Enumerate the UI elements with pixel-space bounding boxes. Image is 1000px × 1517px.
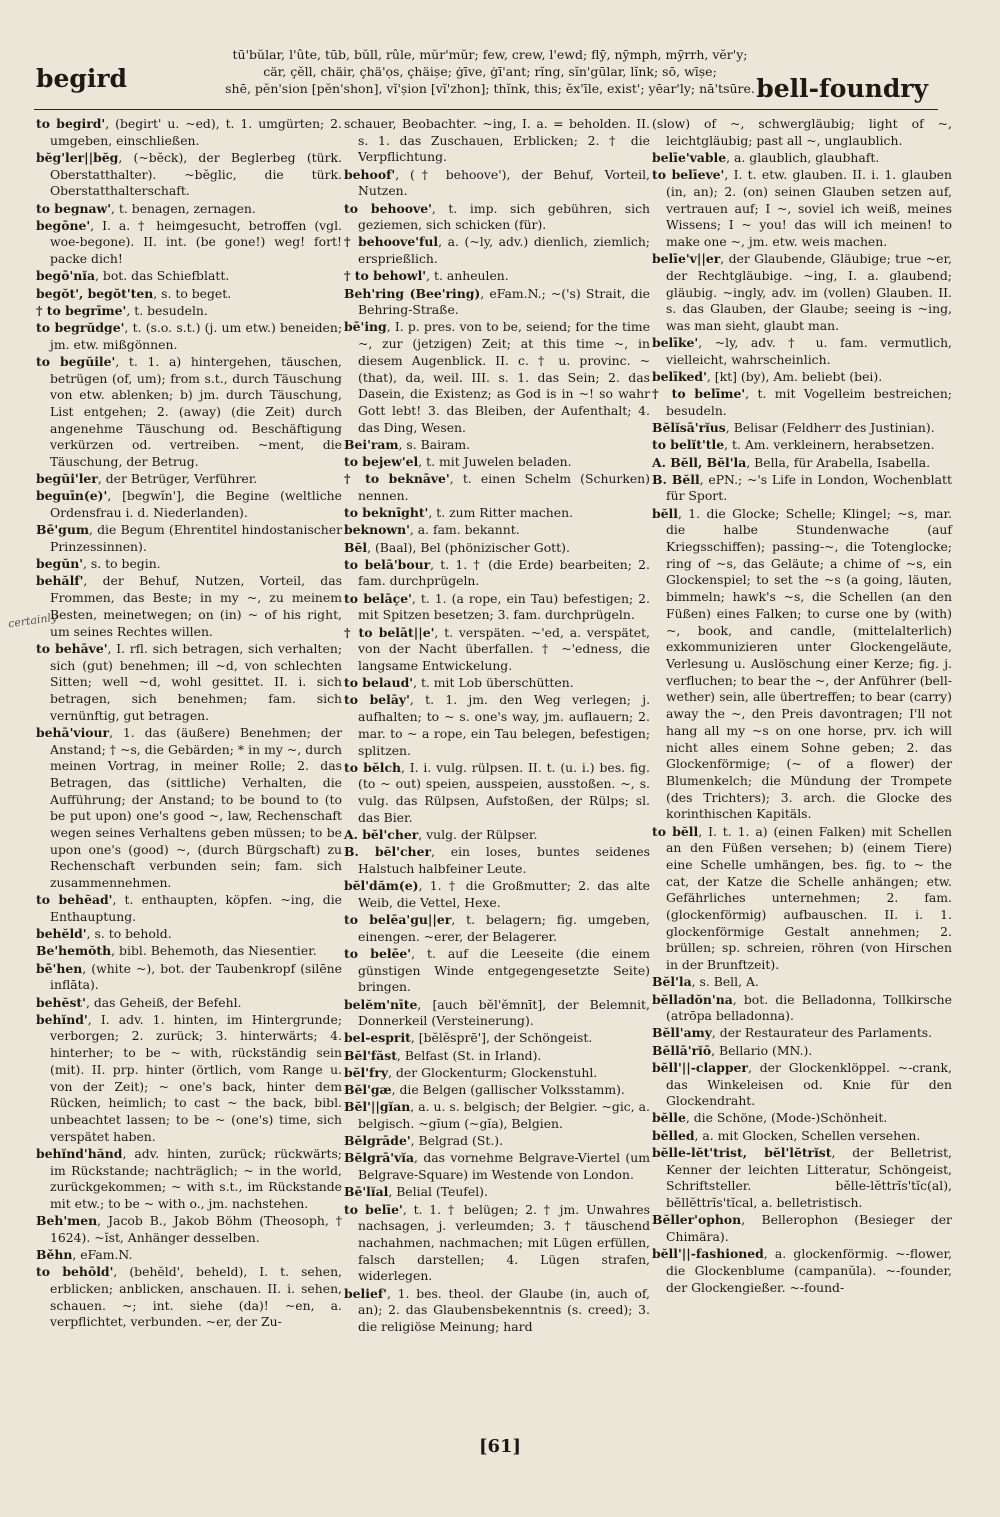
entry-definition: ~ly, adv. † u. fam. vermutlich, vielleicht, wahrscheinlich. [666, 335, 952, 367]
entry-headword: begōne' [36, 217, 91, 233]
entry-headword: Bĕl'||gĭan [344, 1099, 411, 1115]
entry-definition: der Glaubende, Gläubige; true ~er, der Rechtgläubige. ~ing, I. a. glaubend; gläubig. ~ingly, adv. im (vollen) Glauben. II. s. das Glauben, der Glaube; seeing is ~ing, was man sieht, glaubt man. [666, 251, 952, 333]
entry-definition: t. 1. a) hintergehen, täuschen, betrügen (of, um); from s.t., durch Täuschung von etw. ablenken; b) jm. durch Täuschung, List entgehen; 2. (away) (die Zeit) durch angenehme Täuschung od. Beschäftigung verkürzen od. vertreiben. ~ment, die Täuschung, der Betrug. [50, 353, 342, 470]
dictionary-entry: to belēa'gu||er, t. belagern; fig. umgeben, einengen. ~erer, der Belagerer. [344, 912, 650, 944]
entry-headword: Bĕller'ophon [652, 1212, 742, 1228]
entry-definition: Belisar (Feldherr des Justinian). [733, 420, 935, 436]
entry-headword: behĭnd' [36, 1011, 88, 1027]
entry-definition: 1. bes. theol. der Glaube (in, auch of, an); 2. das Glaubensbekenntnis (s. creed); 3. die religiöse Meinung; hard [358, 1285, 650, 1334]
dictionary-entry: † to belīme', t. mit Vogelleim bestreichen; besudeln. [652, 386, 952, 418]
entry-headword: Bĕl'făst [344, 1047, 397, 1063]
dictionary-entry: Bĕlgrāde', Belgrad (St.). [344, 1133, 504, 1149]
entry-headword: to belīe' [344, 1201, 403, 1217]
entry-definition: der Restaurateur des Parlaments. [719, 1025, 933, 1041]
dictionary-entry: to belaud', t. mit Lob überschütten. [344, 675, 574, 691]
entry-headword: Bĕlĭsā'rĭus [652, 420, 726, 436]
header-rule [34, 109, 938, 110]
entry-definition: I. t. 1. a) (einen Falken) mit Schellen an den Füßen versehen; b) (einem Tiere) eine Schelle umhängen, bes. fig. to ~ the cat, der Katze die Schelle anhängen; etw. Gefährliches unternehmen; 2. fam. (glockenförmig) aufbauschen. II. i. 1. glockenförmige Gestalt annehmen; 2. brüllen; sp. schreien, röhren (von Hirschen in der Brunftzeit). [666, 823, 953, 973]
dictionary-entry: begŏt', begŏt'ten, s. to beget. [36, 285, 232, 301]
entry-headword: A. bĕl'cher [344, 827, 419, 843]
entry-definition: t. mit Vogelleim bestreichen; besudeln. [666, 386, 952, 418]
dictionary-entry: to beknīght', t. zum Ritter machen. [344, 505, 574, 521]
entry-headword: to belīeve' [652, 167, 725, 183]
entry-definition: ein loses, buntes seidenes Halstuch halbfeiner Leute. [358, 844, 650, 876]
entry-definition: Belgrad (St.). [418, 1133, 504, 1149]
dictionary-entry: begōne', I. a. † heimgesucht, betroffen (vgl. woe-begone). II. int. (be gone!) weg! fort! packe dich! [36, 217, 342, 267]
running-head-right: bell-foundry [756, 74, 928, 103]
dictionary-entry: behā'viour, 1. das (äußere) Benehmen; der Anstand; † ~s, die Gebärden; * in my ~, durch meinen Vortrag, in meiner Rolle; 2. das Betragen, das (sittliche) Verhalten, die Aufführung; der Anstand; to be bound to (to be put upon) one's good ~, law, Rechenschaft wegen seines Verhaltens geben müssen; to be upon one's (good) ~, (durch Bürgschaft) zu Rechenschaft verbunden sein; fam. sich zusammennehmen. [36, 724, 342, 891]
entry-definition: bibl. Behemoth, das Niesentier. [119, 943, 317, 959]
entry-definition: Bellerophon (Besieger der Chimära). [666, 1212, 952, 1244]
entry-definition: s. Bairam. [406, 436, 471, 452]
entry-headword: to belā'bour [344, 556, 431, 572]
dictionary-entry: belīe'v||er, der Glaubende, Gläubige; true ~er, der Rechtgläubige. ~ing, I. a. glaubend; gläubig. ~ingly, adv. im (vollen) Glauben. II. s. das Glauben, der Glaube; seeing is ~ing, was man sieht, glaubt man. [652, 251, 952, 333]
entry-headword: behălf' [36, 573, 84, 589]
entry-definition: eFam.N.; ~('s) Strait, die Behring-Straße. [358, 285, 650, 318]
entry-headword: begŭn' [36, 556, 84, 572]
entry-headword: belīked' [652, 369, 707, 385]
entry-definition: bot. die Belladonna, Tollkirsche (atrōpa belladonna). [666, 991, 952, 1024]
entry-definition: t. benagen, zernagen. [118, 200, 256, 216]
entry-headword: to belaud' [344, 675, 414, 691]
dictionary-entry: † behoove'ful, a. (~ly, adv.) dienlich, ziemlich; ersprießlich. [344, 234, 650, 267]
handwritten-margin-note: certainly [7, 610, 58, 631]
entry-headword: to belāy' [344, 692, 410, 708]
entry-headword: A. Bĕll, Bĕl'la [652, 454, 747, 470]
dictionary-entry: to belāy', t. 1. jm. den Weg verlegen; j. aufhalten; to ~ s. one's way, jm. auflauern; 2. mar. to ~ a rope, ein Tau belegen, befestigen; splitzen. [344, 692, 651, 758]
entry-definition: t. (s.o. s.t.) (j. um etw.) beneiden; jm. etw. mißgönnen. [50, 319, 342, 352]
entry-headword: behĕld' [36, 926, 87, 942]
entry-definition: a. fam. bekannt. [417, 522, 520, 538]
dictionary-entry: behoof', († behoove'), der Behuf, Vorteil, Nutzen. [344, 166, 650, 199]
entry-headword: Bĕlgrā'vĭa [344, 1150, 415, 1166]
entry-headword: bĕll [652, 505, 678, 521]
entry-headword: † to belīme' [652, 386, 746, 402]
dictionary-entry: Bĕl'făst, Belfast (St. in Irland). [344, 1047, 542, 1063]
dictionary-entry: belĕm'nīte, [auch bĕl'ĕmnīt], der Belemnit, Donnerkeil (Versteinerung). [344, 996, 650, 1029]
entry-definition: Jacob B., Jakob Böhm (Theosoph, † 1624). ~ĭst, Anhänger desselben. [50, 1213, 342, 1245]
entry-headword: belīe'vable [652, 149, 727, 165]
dictionary-entry: to begird', (begirt' u. ~ed), t. 1. umgürten; 2. umgeben, einschließen. [36, 116, 342, 148]
entry-definition: t. mit Juwelen beladen. [426, 454, 572, 470]
entry-headword: to begnaw' [36, 200, 112, 216]
entry-headword: behoof' [344, 166, 396, 182]
column-left [36, 116, 342, 1332]
dictionary-entry: B. Bĕll, ePN.; ~'s Life in London, Wochenblatt für Sport. [652, 471, 952, 504]
entry-headword: beknown' [344, 522, 410, 538]
entry-definition: ePN.; ~'s Life in London, Wochenblatt für Sport. [666, 471, 952, 504]
entry-headword: Beh'men [36, 1213, 98, 1229]
dictionary-entry: Běhn, eFam.N. [36, 1247, 133, 1263]
dictionary-entry: to belā'bour, t. 1. † (die Erde) bearbeiten; 2. fam. durchprügeln. [344, 556, 650, 589]
entry-headword: to begird' [36, 116, 106, 131]
dictionary-entry: behălf', der Behuf, Nutzen, Vorteil, das Frommen, das Beste; in my ~, zu meinem Besten, meinetwegen; on (in) ~ of his right, um seines Rechtes willen. [36, 573, 342, 639]
entry-headword: B. bĕl'cher [344, 844, 431, 860]
dictionary-entry [652, 116, 952, 149]
dictionary-entry: belief', 1. bes. theol. der Glaube (in, auch of, an); 2. das Glaubensbekenntnis (s. creed); 3. die religiöse Meinung; hard [344, 1285, 650, 1334]
pronunciation-key [180, 46, 800, 97]
dictionary-entry: † to behowl', t. anheulen. [344, 268, 509, 284]
entry-headword: begŭi'ler [36, 471, 98, 487]
entry-definition: t. 1. † (die Erde) bearbeiten; 2. fam. durchprügeln. [358, 556, 650, 589]
entry-headword: bĕlled [652, 1127, 695, 1143]
entry-definition: I. rfl. sich betragen, sich verhalten; sich (gut) benehmen; ill ~d, von schlechten Sitten; well ~d, wohl gesittet. II. i. sich betragen, sich benehmen; fam. sich vernünftig, gut betragen. [50, 640, 342, 723]
dictionary-entry: Bĕlgrā'vĭa, das vornehme Belgrave-Viertel (um Belgrave-Square) im Westende von London. [344, 1150, 650, 1183]
entry-definition: die Belgen (gallischer Volksstamm). [399, 1082, 625, 1098]
entry-definition: 1. † die Großmutter; 2. das alte Weib, die Vettel, Hexe. [358, 878, 650, 910]
entry-definition: adv. hinten, zurück; rückwärts; im Rückstande; nachträglich; ~ in the world, zurückgekommen; ~ with s.t., im Rückstande mit etw.; to be ~ with o., jm. nachstehen. [50, 1145, 342, 1211]
entry-headword: begō'nĭa [36, 268, 96, 284]
dictionary-entry: Bĕlĭsā'rĭus, Belisar (Feldherr des Justinian). [652, 420, 935, 436]
entry-definition: Bella, für Arabella, Isabella. [754, 454, 931, 470]
dictionary-entry: to belīeve', I. t. etw. glauben. II. i. 1. glauben (in, an); 2. (on) seinen Glauben setzen auf, vertrauen auf; I ~, soviel ich weiß, meines Wissens; I ~ you! das will ich meinen! to make one ~, jm. etw. weis machen. [652, 167, 952, 249]
entry-headword: to bejew'el [344, 454, 419, 470]
dictionary-entry: to belēe', t. auf die Leeseite (die einem günstigen Winde entgegengesetzte Seite) bringen. [344, 945, 650, 995]
dictionary-entry: begŭn', s. to begin. [36, 556, 161, 572]
entry-headword: † to beknāve' [344, 471, 450, 487]
entry-headword: Beh'ring (Bee'ring) [344, 285, 481, 301]
entry-headword: bĕl'dăm(e) [344, 878, 419, 894]
entry-definition: t. enthaupten, köpfen. ~ing, die Enthauptung. [50, 892, 342, 925]
dictionary-entry: to begnaw', t. benagen, zernagen. [36, 200, 256, 216]
entry-headword: beguīn(e)' [36, 488, 108, 504]
dictionary-entry: to behōld', (behĕld', beheld), I. t. sehen, erblicken; anblicken, anschauen. II. i. sehen, schauen. ~; int. siehe (da)! ~en, a. verpflichtet, verbunden. ~er, der Zu- [36, 1264, 342, 1330]
entry-headword: belief' [344, 1285, 387, 1301]
entry-definition: der Behuf, Nutzen, Vorteil, das Frommen, das Beste; in my ~, zu meinem Besten, meinetwegen; on (in) ~ of his right, um seines Rechtes willen. [50, 573, 342, 639]
entry-definition: die Begum (Ehrentitel hindostanischer Prinzessinnen). [50, 522, 342, 555]
entry-definition: (behĕld', beheld), I. t. sehen, erblicken; anblicken, anschauen. II. i. sehen, schauen. ~; int. siehe (da)! ~en, a. verpflichtet, verbunden. ~er, der Zu- [50, 1264, 342, 1330]
entry-headword: † behoove'ful [344, 234, 439, 250]
entry-definition: der Belletrist, Kenner der leichten Litteratur, Schöngeist, Schriftsteller. bĕlle-lĕttrĭs'tĭc(al), bĕllĕttrĭs'tĭcal, a. belletristisch. [666, 1144, 952, 1210]
entry-definition: I. a. † heimgesucht, betroffen (vgl. woe-begone). II. int. (be gone!) weg! fort! packe dich! [50, 217, 342, 267]
dictionary-entry: B. bĕl'cher, ein loses, buntes seidenes Halstuch halbfeiner Leute. [344, 844, 650, 876]
dictionary-entry: to bĕlch, I. i. vulg. rülpsen. II. t. (u. i.) bes. fig. (to ~ out) speien, ausspeien, ausstoßen. ~, s. vulg. das Rülpsen, Aufstoßen, der Rülps; sl. das Bier. [344, 759, 650, 825]
entry-definition: das Geheiß, der Befehl. [93, 994, 242, 1010]
entry-definition: s. to begin. [90, 556, 161, 572]
entry-definition: I. i. vulg. rülpsen. II. t. (u. i.) bes. fig. (to ~ out) speien, ausspeien, ausstoßen. ~, s. vulg. das Rülpsen, Aufstoßen, der Rülps; sl. das Bier. [358, 759, 650, 825]
entry-headword: † to behowl' [344, 268, 427, 284]
entry-headword: Bĕll'amy [652, 1025, 712, 1041]
entry-headword: behĕst' [36, 994, 86, 1010]
entry-definition: t. 1. † belügen; 2. † jm. Unwahres nachsagen, j. verleumden; 3. † täuschend nachahmen, nachmachen; mit Lügen erfüllen, falsch darstellen; 4. Lügen strafen, widerlegen. [358, 1201, 650, 1284]
entry-headword: bĕll'||-fashioned [652, 1246, 764, 1262]
entry-definition: (begirt' u. ~ed), t. 1. umgürten; 2. umgeben, einschließen. [50, 116, 342, 148]
entry-headword: bĕll'||-clapper [652, 1059, 748, 1075]
entry-definition: s. Bell, A. [699, 974, 759, 990]
dictionary-entry: to belīe', t. 1. † belügen; 2. † jm. Unwahres nachsagen, j. verleumden; 3. † täuschend nachahmen, nachmachen; mit Lügen erfüllen, falsch darstellen; 4. Lügen strafen, widerlegen. [344, 1201, 650, 1284]
dictionary-entry [344, 116, 650, 166]
dictionary-entry: † to belāt||e', t. verspäten. ~'ed, a. verspätet, von der Nacht überfallen. † ~'edness, die langsame Entwickelung. [344, 624, 650, 673]
dictionary-entry: beknown', a. fam. bekannt. [344, 522, 520, 538]
dictionary-entry: to begŭile', t. 1. a) hintergehen, täuschen, betrügen (of, um); from s.t., durch Täuschung von etw. ablenken; b) jm. durch Täuschung, List entgehen; 2. (away) (die Zeit) durch angenehme Täuschung od. Beschäftigung verkürzen od. vertreiben. ~ment, die Täuschung, der Betrug. [36, 353, 342, 470]
dictionary-entry: begŭi'ler, der Betrüger, Verführer. [36, 471, 258, 487]
entry-definition: 1. das (äußere) Benehmen; der Anstand; † ~s, die Gebärden; * in my ~, durch meinen Vortrag, in meiner Rolle; 2. das Betragen, das (sittliche) Verhalten, die Aufführung; der Anstand; to be bound to (to be put upon) one's good ~, law, Rechenschaft wegen seines Verhaltens geben müssen; to be upon one's (good) ~, (durch Bürgschaft) zu Rechenschaft verbunden sein; fam. sich zusammennehmen. [50, 724, 342, 891]
dictionary-entry: to belāçe', t. 1. (a rope, ein Tau) befestigen; 2. mit Spitzen besetzen; 3. fam. durchprügeln. [344, 590, 650, 623]
entry-headword: † to belāt||e' [344, 624, 435, 640]
dictionary-entry: belīke', ~ly, adv. † u. fam. vermutlich, vielleicht, wahrscheinlich. [652, 335, 952, 367]
dictionary-entry: bĕlle-lĕt'trist, bĕl'lĕtrĭst, der Belletrist, Kenner der leichten Litteratur, Schöngeist, Schriftsteller. bĕlle-lĕttrĭs'tĭc(al), bĕllĕttrĭs'tĭcal, a. belletristisch. [652, 1144, 952, 1210]
entry-definition: der Glockenturm; Glockenstuhl. [396, 1064, 598, 1080]
dictionary-entry: belīe'vable, a. glaublich, glaubhaft. [652, 149, 880, 165]
page-number: [61] [478, 1436, 522, 1457]
dictionary-entry: behĭnd'hănd, adv. hinten, zurück; rückwärts; im Rückstande; nachträglich; ~ in the world, zurückgekommen; ~ with s.t., im Rückstande mit etw.; to be ~ with o., jm. nachstehen. [36, 1145, 342, 1211]
entry-headword: to bĕlch [344, 759, 401, 775]
entry-headword: bel-esprit [344, 1030, 411, 1046]
entry-definition: die Schöne, (Mode-)Schönheit. [693, 1110, 888, 1126]
dictionary-entry: bĕlle, die Schöne, (Mode-)Schönheit. [652, 1110, 888, 1126]
entry-definition: [bĕlĕsprē'], der Schöngeist. [418, 1030, 593, 1046]
entry-headword: begŏt', begŏt'ten [36, 285, 154, 301]
entry-definition: (~bĕck), der Beglerbeg (türk. Oberstatthalter). ~bĕglic, die türk. Oberstatthalterschaft. [50, 149, 342, 199]
dictionary-entry: behĕst', das Geheiß, der Befehl. [36, 994, 242, 1010]
dictionary-entry: bĕll'||-clapper, der Glockenklöppel. ~-crank, das Winkeleisen od. Knie für den Glockendraht. [652, 1059, 952, 1109]
entry-headword: Bē'lĭal [344, 1184, 389, 1200]
entry-headword: to behōld' [36, 1264, 114, 1280]
entry-headword: to behoove' [344, 200, 432, 216]
entry-definition: t. verspäten. ~'ed, a. verspätet, von der Nacht überfallen. † ~'edness, die langsame Entwickelung. [358, 624, 650, 673]
dictionary-entry: beguīn(e)', [begwĭn'], die Begine (weltliche Ordensfrau i. d. Niederlanden). [36, 488, 342, 521]
dictionary-entry: to behāve', I. rfl. sich betragen, sich verhalten; sich (gut) benehmen; ill ~d, von schlechten Sitten; well ~d, wohl gesittet. II. i. sich betragen, sich benehmen; fam. sich vernünftig, gut betragen. [36, 640, 342, 723]
dictionary-entry: Bĕl'gæ, die Belgen (gallischer Volksstamm). [344, 1082, 625, 1098]
dictionary-entry: bĕll'||-fashioned, a. glockenförmig. ~-flower, die Glockenblume (campanŭla). ~-founder, der Glockengießer. ~-found- [652, 1246, 952, 1295]
entry-headword: bĕlladŏn'na [652, 991, 733, 1007]
dictionary-entry: bel-esprit, [bĕlĕsprē'], der Schöngeist. [344, 1030, 593, 1046]
entry-definition: I. adv. 1. hinten, im Hintergrunde; verborgen; 2. zurück; 3. hinterwärts; 4. hinterher; to be ~ with, rückständig sein (mit). II. prp. hinter (örtlich, vom Range u. von der Zeit); ~ one's back, hinter dem Rücken, heimlich; to cast ~ the back, bibl. unbeachtet lassen; to be ~ (one's) time, sich verspätet haben. [50, 1011, 342, 1144]
entry-headword: bĕg'ler||bĕg [36, 149, 119, 165]
entry-definition: das vornehme Belgrave-Viertel (um Belgrave-Square) im Westende von London. [358, 1150, 650, 1183]
entry-definition: s. to behold. [94, 926, 172, 942]
dictionary-entry: to bĕll, I. t. 1. a) (einen Falken) mit Schellen an den Füßen versehen; b) (einem Tiere) eine Schelle umhängen, bes. fig. to ~ the cat, der Katze die Schelle anhängen; etw. Gefährliches unternehmen; 2. fam. (glockenförmig) aufbauschen. II. i. 1. glockenförmige Gestalt annehmen; 2. brüllen; sp. schreien, röhren (von Hirschen in der Brunftzeit). [652, 823, 953, 973]
entry-definition: (Baal), Bel (phönizischer Gott). [374, 539, 570, 555]
entry-headword: bĕl'fry [344, 1064, 389, 1080]
entry-headword: to belēe' [344, 945, 412, 961]
dictionary-entry: bĕlled, a. mit Glocken, Schellen versehen. [652, 1127, 921, 1143]
entry-headword: B. Bĕll [652, 471, 700, 487]
entry-definition: a. glaublich, glaubhaft. [734, 149, 880, 165]
dictionary-entry: A. Bĕll, Bĕl'la, Bella, für Arabella, Isabella. [652, 454, 931, 470]
entry-headword: bĕlle-lĕt'trist, bĕl'lĕtrĭst [652, 1144, 832, 1160]
entry-headword: Bĕl [344, 539, 368, 555]
entry-headword: to belĭt'tle [652, 437, 725, 453]
entry-definition: t. belagern; fig. umgeben, einengen. ~erer, der Belagerer. [358, 912, 650, 944]
entry-headword: Bĕlgrāde' [344, 1133, 411, 1149]
entry-headword: Be'hemŏth [36, 943, 112, 959]
dictionary-entry: † to begrīme', t. besudeln. [36, 302, 208, 318]
dictionary-entry: Bē'gum, die Begum (Ehrentitel hindostanischer Prinzessinnen). [36, 522, 342, 555]
entry-definition: I. p. pres. von to be, seiend; for the time ~, zur (jetzigen) Zeit; at this time ~, in diesem Augenblick. II. c. † u. provinc. ~ (that), da, weil. III. s. 1. das Sein; 2. das Dasein, die Existenz; as God is in ~! so wahr Gott lebt! 3. das Bleiben, der Aufenthalt; 4. das Ding, Wesen. [358, 319, 650, 435]
dictionary-entry: to behĕad', t. enthaupten, köpfen. ~ing, die Enthauptung. [36, 892, 342, 925]
entry-headword: Bei'ram [344, 436, 399, 452]
entry-definition: schauer, Beobachter. ~ing, I. a. = beholden. II. s. 1. das Zuschauen, Erblicken; 2. † die Verpflichtung. [344, 116, 650, 165]
entry-definition: der Glockenklöppel. ~-crank, das Winkeleisen od. Knie für den Glockendraht. [666, 1059, 952, 1109]
entry-headword: behĭnd'hănd [36, 1145, 123, 1161]
entry-definition: a. u. s. belgisch; der Belgier. ~gic, a. belgisch. ~gĭum (~gĭa), Belgien. [358, 1099, 650, 1131]
dictionary-entry: bē'hen, (white ~), bot. der Taubenkropf (silēne inflāta). [36, 960, 342, 993]
entry-definition: a. glockenförmig. ~-flower, die Glockenblume (campanŭla). ~-founder, der Glockengießer. ~-found- [666, 1246, 952, 1295]
entry-definition: (slow) of ~, schwergläubig; light of ~, leichtgläubig; past all ~, unglaublich. [652, 116, 952, 148]
entry-headword: to belēa'gu||er [344, 912, 452, 928]
entry-definition: t. imp. sich gebühren, sich geziemen, sich schicken (für). [358, 200, 650, 233]
entry-definition: bot. das Schiefblatt. [102, 268, 230, 284]
entry-definition: t. auf die Leeseite (die einem günstigen Winde entgegengesetzte Seite) bringen. [358, 945, 650, 995]
entry-definition: der Betrüger, Verführer. [105, 471, 258, 487]
entry-headword: Bē'gum [36, 522, 89, 538]
entry-headword: to begrŭdge' [36, 319, 125, 335]
entry-definition: [auch bĕl'ĕmnīt], der Belemnit, Donnerkeil (Versteinerung). [358, 996, 650, 1029]
dictionary-entry: to belĭt'tle, t. Am. verkleinern, herabsetzen. [652, 437, 935, 453]
dictionary-entry: bē'ing, I. p. pres. von to be, seiend; for the time ~, zur (jetzigen) Zeit; at this time ~, in diesem Augenblick. II. c. † u. provinc. ~ (that), da, weil. III. s. 1. das Sein; 2. das Dasein, die Existenz; as God is in ~! so wahr Gott lebt! 3. das Bleiben, der Aufenthalt; 4. das Ding, Wesen. [344, 319, 650, 435]
entry-definition: a. (~ly, adv.) dienlich, ziemlich; ersprießlich. [358, 234, 650, 267]
dictionary-entry: behĕld', s. to behold. [36, 926, 172, 942]
entry-headword: Běhn [36, 1247, 73, 1263]
dictionary-entry: Beh'men, Jacob B., Jakob Böhm (Theosoph, † 1624). ~ĭst, Anhänger desselben. [36, 1213, 342, 1245]
entry-definition: t. besudeln. [134, 302, 208, 318]
dictionary-entry: to begrŭdge', t. (s.o. s.t.) (j. um etw.) beneiden; jm. etw. mißgönnen. [36, 319, 342, 352]
column-middle [344, 116, 650, 1336]
entry-headword: Bĕl'gæ [344, 1082, 392, 1098]
dictionary-entry: behĭnd', I. adv. 1. hinten, im Hintergrunde; verborgen; 2. zurück; 3. hinterwärts; 4. hinterher; to be ~ with, rückständig sein (mit). II. prp. hinter (örtlich, vom Range u. von der Zeit); ~ one's back, hinter dem Rücken, heimlich; to cast ~ the back, bibl. unbeachtet lassen; to be ~ (one's) time, sich verspätet haben. [36, 1011, 342, 1144]
entry-headword: to begŭile' [36, 353, 116, 369]
entry-headword: to beknīght' [344, 505, 429, 521]
dictionary-entry: belīked', [kt] (by), Am. beliebt (bei). [652, 369, 883, 385]
entry-definition: t. anheulen. [433, 268, 509, 284]
dictionary-entry: bĕlladŏn'na, bot. die Belladonna, Tollkirsche (atrōpa belladonna). [652, 991, 952, 1024]
entry-definition: (white ~), bot. der Taubenkropf (silēne inflāta). [50, 960, 342, 993]
dictionary-entry: Bĕll'amy, der Restaurateur des Parlaments. [652, 1025, 933, 1041]
entry-headword: † to begrīme' [36, 302, 127, 318]
entry-definition: Bellario (MN.). [718, 1042, 813, 1058]
dictionary-entry: † to beknāve', t. einen Schelm (Schurken) nennen. [344, 471, 650, 503]
dictionary-entry: Be'hemŏth, bibl. Behemoth, das Niesentier. [36, 943, 317, 959]
entry-definition: eFam.N. [80, 1247, 133, 1263]
entry-definition: I. t. etw. glauben. II. i. 1. glauben (in, an); 2. (on) seinen Glauben setzen auf, vertrauen auf; I ~, soviel ich weiß, meines Wissens; I ~ you! das will ich meinen! to make one ~, jm. etw. weis machen. [666, 167, 952, 249]
dictionary-entry: Bĕller'ophon, Bellerophon (Besieger der Chimära). [652, 1212, 952, 1244]
dictionary-entry: bĕll, 1. die Glocke; Schelle; Klingel; ~s, mar. die halbe Stundenwache (auf Kriegsschiffen); passing-~, die Totenglocke; ring of ~s, das Geläute; a chime of ~s, ein Glockenspiel; to set the ~s (a going, läuten, bimmeln; hawk's ~s, die Schellen (an den Füßen) eines Falken; to curse one by (with) ~, book, and candle, (mittelalterlich) exkommunizieren unter Glockengeläute, Verlesung u. Auslöschung einer Kerze; fig. j. verfluchen; to bear the ~, der Anführer (bell-wether) sein, alle übertreffen; to bear (carry) away the ~, den Preis davontragen; I'll not hang all my ~s on one horse, prv. ich will nicht alles einem Sohne geben; 2. das Glockenförmige; (~ of a flower) der Blumenkelch; die Mündung der Trompete (des Trichters); 3. arch. die Glocke des korinthischen Kapitäls. [652, 505, 952, 822]
entry-definition: s. to beget. [161, 285, 232, 301]
entry-definition: († behoove'), der Behuf, Vorteil, Nutzen. [358, 166, 650, 199]
entry-headword: to bĕll [652, 823, 699, 839]
dictionary-entry: to behoove', t. imp. sich gebühren, sich geziemen, sich schicken (für). [344, 200, 650, 233]
entry-headword: belīe'v||er [652, 251, 721, 267]
dictionary-entry: Beh'ring (Bee'ring), eFam.N.; ~('s) Strait, die Behring-Straße. [344, 285, 650, 318]
entry-headword: behā'viour [36, 724, 110, 740]
entry-headword: bē'hen [36, 960, 83, 976]
dictionary-entry: bĕl'fry, der Glockenturm; Glockenstuhl. [344, 1064, 598, 1080]
dictionary-entry: bĕl'dăm(e), 1. † die Großmutter; 2. das alte Weib, die Vettel, Hexe. [344, 878, 650, 910]
column-right [652, 116, 952, 1297]
dictionary-entry: Bĕl'la, s. Bell, A. [652, 974, 759, 990]
entry-headword: belĕm'nīte [344, 996, 418, 1012]
entry-definition: t. mit Lob überschütten. [420, 675, 574, 691]
entry-definition: t. Am. verkleinern, herabsetzen. [731, 437, 935, 453]
dictionary-entry: A. bĕl'cher, vulg. der Rülpser. [344, 827, 538, 843]
entry-definition: Belial (Teufel). [396, 1184, 488, 1200]
entry-definition: t. 1. (a rope, ein Tau) befestigen; 2. mit Spitzen besetzen; 3. fam. durchprügeln. [358, 590, 650, 623]
entry-definition: t. 1. jm. den Weg verlegen; j. aufhalten; to ~ s. one's way, jm. auflauern; 2. mar. to ~ a rope, ein Tau belegen, befestigen; splitzen. [358, 692, 651, 758]
dictionary-entry: Bĕl, (Baal), Bel (phönizischer Gott). [344, 539, 570, 555]
entry-definition: Belfast (St. in Irland). [404, 1047, 542, 1063]
entry-definition: [begwĭn'], die Begine (weltliche Ordensfrau i. d. Niederlanden). [50, 488, 342, 521]
entry-headword: Bĕllā'rĭō [652, 1042, 712, 1058]
dictionary-entry: to bejew'el, t. mit Juwelen beladen. [344, 454, 572, 470]
entry-headword: bĕlle [652, 1110, 686, 1126]
pronunciation-line: tū'bŭlar, l'ûte, tūb, bŭll, rûle, mŭr'mŭr; few, crew, l'ewd; flȳ, nȳmph, mȳrrh, vĕr'y; [232, 47, 748, 62]
dictionary-entry: Bē'lĭal, Belial (Teufel). [344, 1184, 488, 1200]
entry-headword: Bĕl'la [652, 974, 692, 990]
entry-headword: to belāçe' [344, 590, 412, 606]
dictionary-entry: begō'nĭa, bot. das Schiefblatt. [36, 268, 230, 284]
entry-headword: belīke' [652, 335, 699, 351]
dictionary-entry: Bei'ram, s. Bairam. [344, 436, 471, 452]
entry-headword: to behĕad' [36, 892, 113, 908]
entry-definition: t. zum Ritter machen. [436, 505, 574, 521]
pronunciation-line: shē, pĕn'sion [pĕn'shon], vĭ'șion [vĭ'zhon]; thĭnk, this; ĕx'īle, exist'; yēar'ly; nā'tsūre. [225, 81, 755, 96]
dictionary-entry: Bĕl'||gĭan, a. u. s. belgisch; der Belgier. ~gic, a. belgisch. ~gĭum (~gĭa), Belgien. [344, 1099, 650, 1131]
entry-definition: [kt] (by), Am. beliebt (bei). [714, 369, 883, 385]
entry-definition: t. einen Schelm (Schurken) nennen. [358, 471, 650, 503]
dictionary-entry: Bĕllā'rĭō, Bellario (MN.). [652, 1042, 813, 1058]
dictionary-entry: bĕg'ler||bĕg, (~bĕck), der Beglerbeg (türk. Oberstatthalter). ~bĕglic, die türk. Oberstatthalterschaft. [36, 149, 342, 199]
running-head-left: begird [36, 64, 128, 93]
entry-headword: bē'ing [344, 319, 387, 335]
entry-definition: 1. die Glocke; Schelle; Klingel; ~s, mar. die halbe Stundenwache (auf Kriegsschiffen); passing-~, die Totenglocke; ring of ~s, das Geläute; a chime of ~s, ein Glockenspiel; to set the ~s (a going, läuten, bimmeln; hawk's ~s, die Schellen (an den Füßen) eines Falken; to curse one by (with) ~, book, and candle, (mittelalterlich) exkommunizieren unter Glockengeläute, Verlesung u. Auslöschung einer Kerze; fig. j. verfluchen; to bear the ~, der Anführer (bell-wether) sein, alle übertreffen; to bear (carry) away the ~, den Preis davontragen; I'll not hang all my ~s on one horse, prv. ich will nicht alles einem Sohne geben; 2. das Glockenförmige; (~ of a flower) der Blumenkelch; die Mündung der Trompete (des Trichters); 3. arch. die Glocke des korinthischen Kapitäls. [666, 505, 952, 822]
entry-definition: vulg. der Rülpser. [426, 827, 538, 843]
pronunciation-line: cär, çĕll, chäir, çhä'ọs, çhäișe; ġīve, ġī'ant; rĭng, sĭn'gūlar, lĭnk; sō, wīșe; [263, 64, 717, 79]
entry-headword: to behāve' [36, 640, 108, 656]
entry-definition: a. mit Glocken, Schellen versehen. [702, 1127, 921, 1143]
